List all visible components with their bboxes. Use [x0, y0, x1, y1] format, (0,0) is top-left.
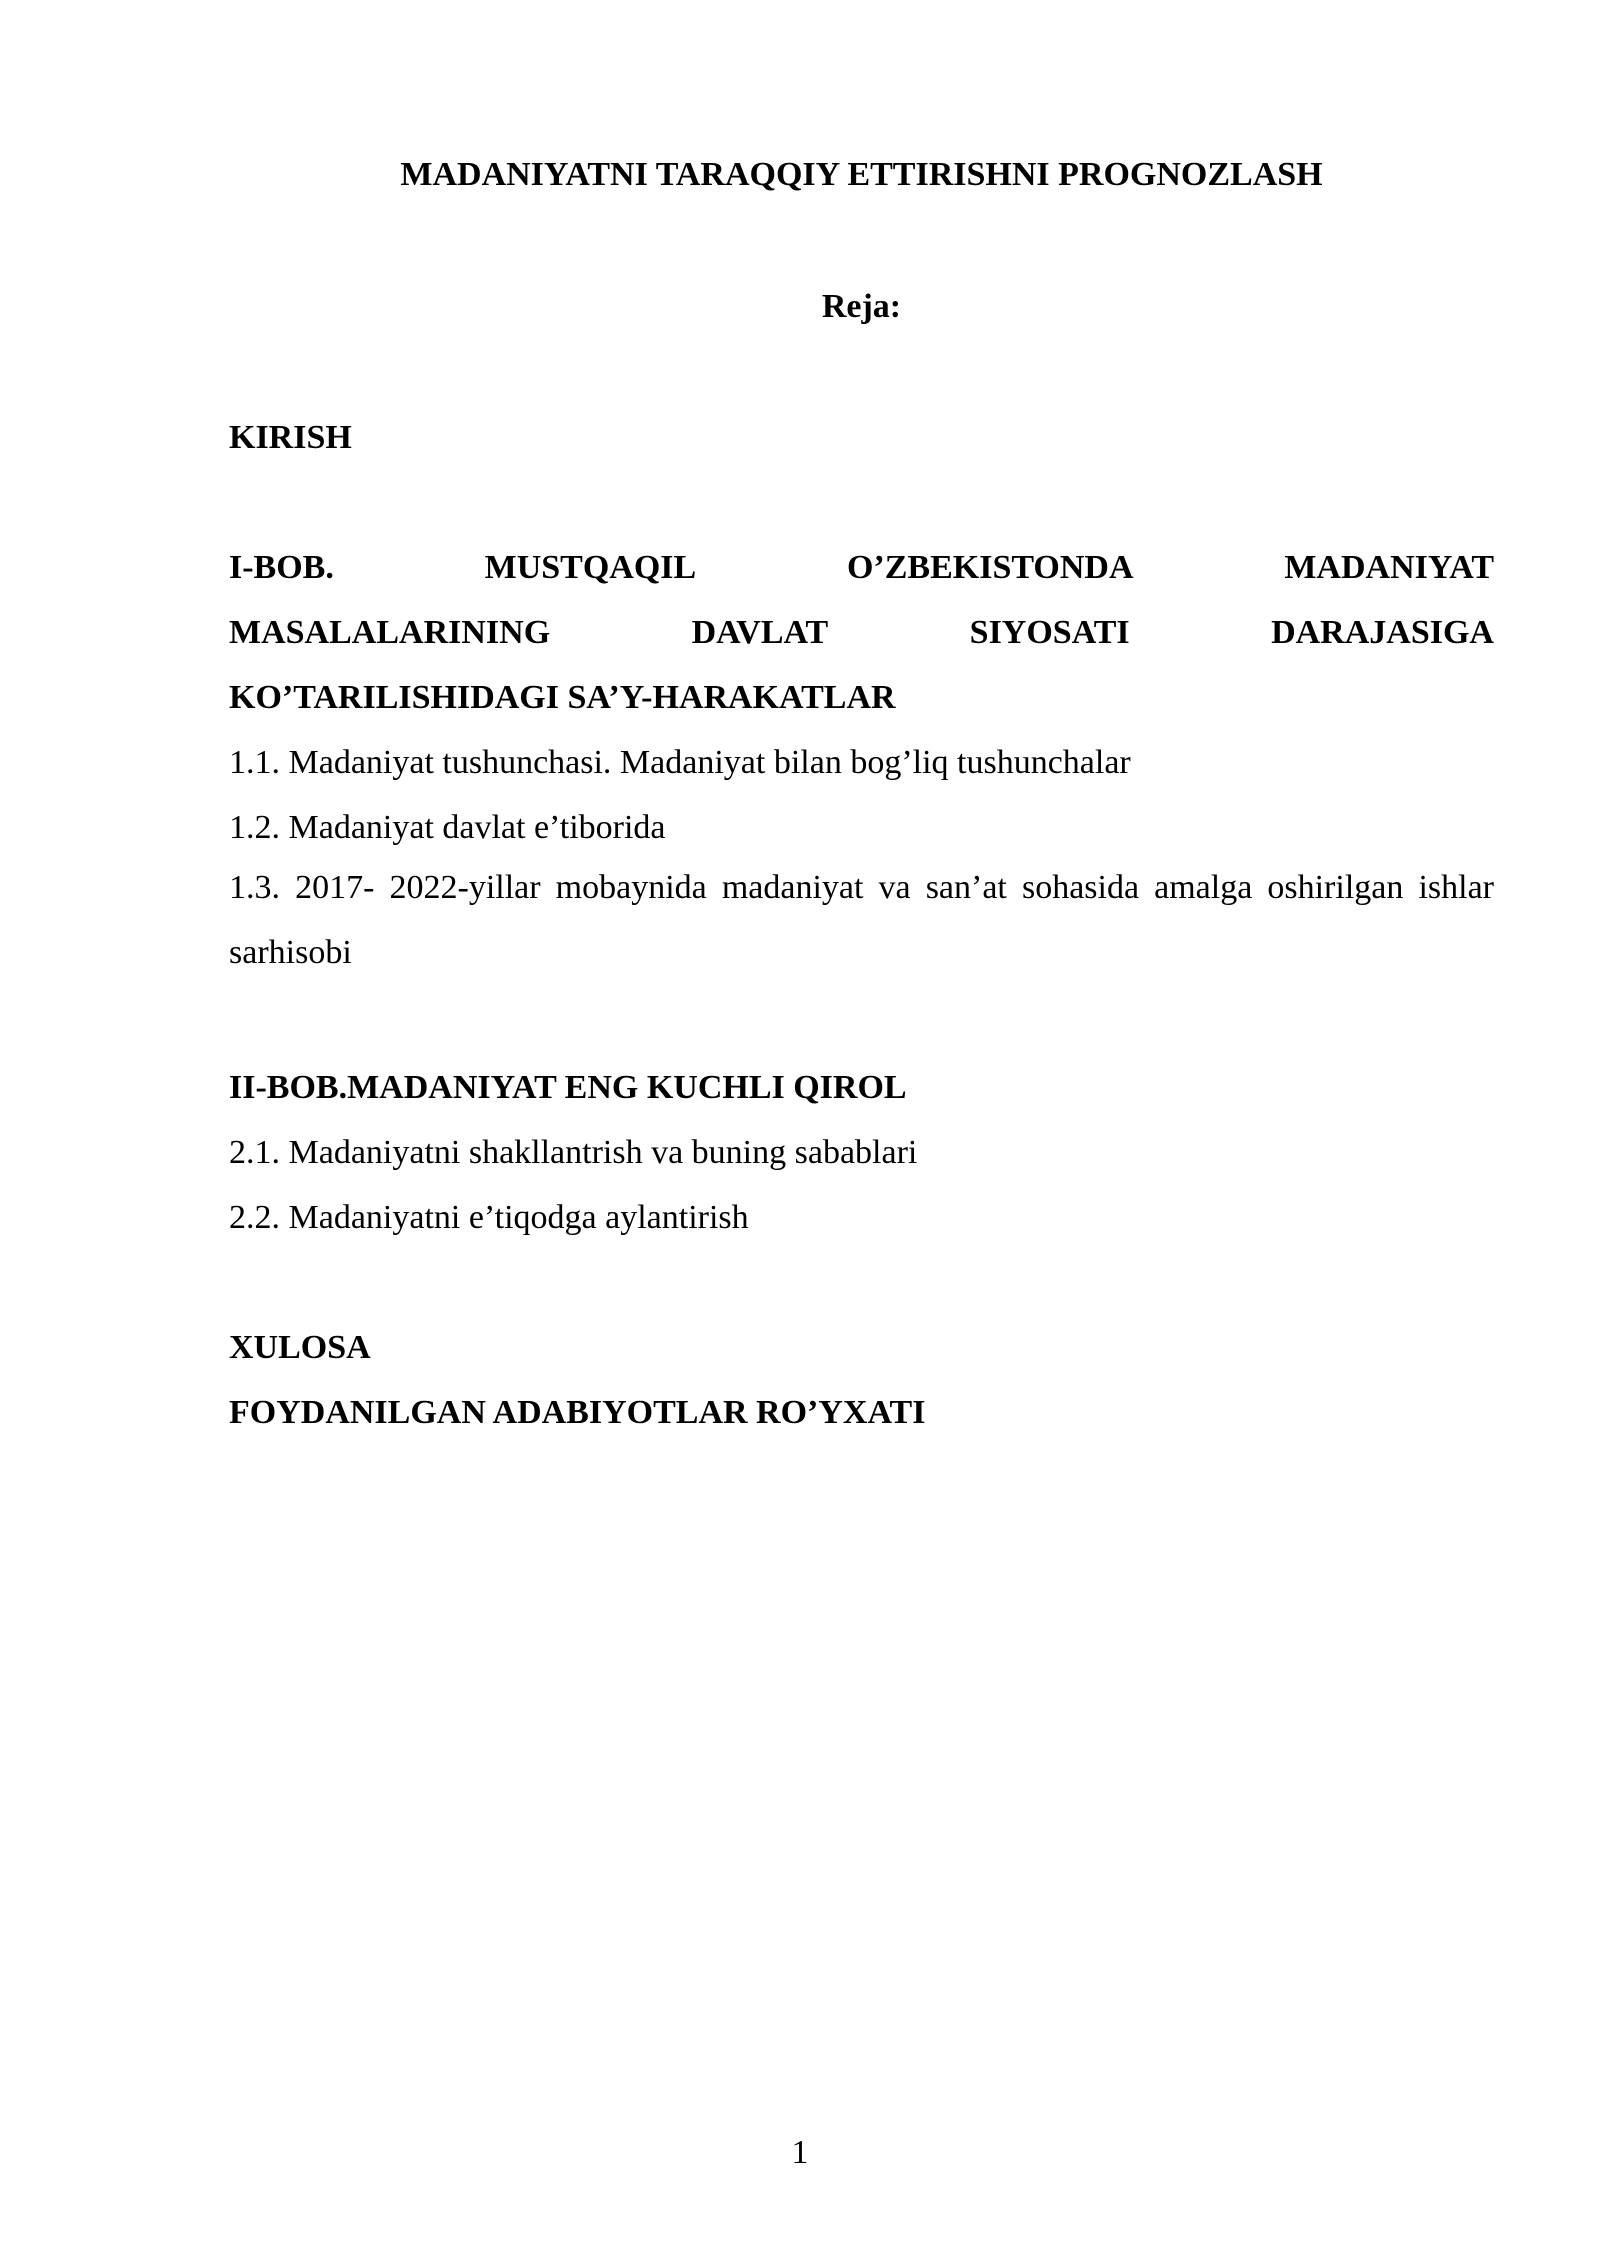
chapter1-heading-word: MADANIYAT: [1284, 549, 1494, 586]
conclusion-heading: XULOSA: [229, 1329, 371, 1366]
chapter1-heading-line1: [229, 548, 1494, 588]
page-number: 1: [791, 2134, 809, 2171]
chapter1-heading-word: SIYOSATI: [969, 614, 1130, 651]
intro-heading: KIRISH: [229, 419, 352, 456]
plan-heading: Reja:: [821, 288, 902, 325]
chapter1-heading-word: DAVLAT: [691, 614, 829, 651]
chapter1-heading-word: O’ZBEKISTONDA: [846, 549, 1134, 586]
references-heading: FOYDANILGAN ADABIYOTLAR RO’YXATI: [229, 1394, 926, 1431]
toc-item-1-1: 1.1. Madaniyat tushunchasi. Madaniyat bilan bog’liq tushunchalar: [229, 744, 1131, 781]
toc-item-2-2: 2.2. Madaniyatni e’tiqodga aylantirish: [229, 1199, 749, 1236]
document-title: MADANIYATNI TARAQQIY ETTIRISHNI PROGNOZLASH: [400, 156, 1323, 193]
chapter1-heading-line3: KO’TARILISHIDAGI SA’Y-HARAKATLAR: [229, 679, 896, 716]
toc-item-1-3: 1.3. 2017- 2022-yillar mobaynida madaniyat va san’at sohasida amalga oshirilgan ishlar sarhisobi: [229, 869, 1494, 971]
chapter1-heading-word: MUSTQAQIL: [484, 549, 697, 586]
chapter2-heading: II-BOB.MADANIYAT ENG KUCHLI QIROL: [229, 1069, 907, 1106]
chapter1-heading-line2: [229, 613, 1494, 653]
chapter1-heading-word: MASALALARINING: [229, 614, 551, 651]
toc-item-1-2: 1.2. Madaniyat davlat e’tiborida: [229, 809, 666, 846]
toc-item-2-1: 2.1. Madaniyatni shakllantrish va buning sabablari: [229, 1134, 918, 1171]
chapter1-heading-word: I-BOB.: [229, 549, 334, 586]
chapter1-heading-word: DARAJASIGA: [1271, 614, 1494, 651]
